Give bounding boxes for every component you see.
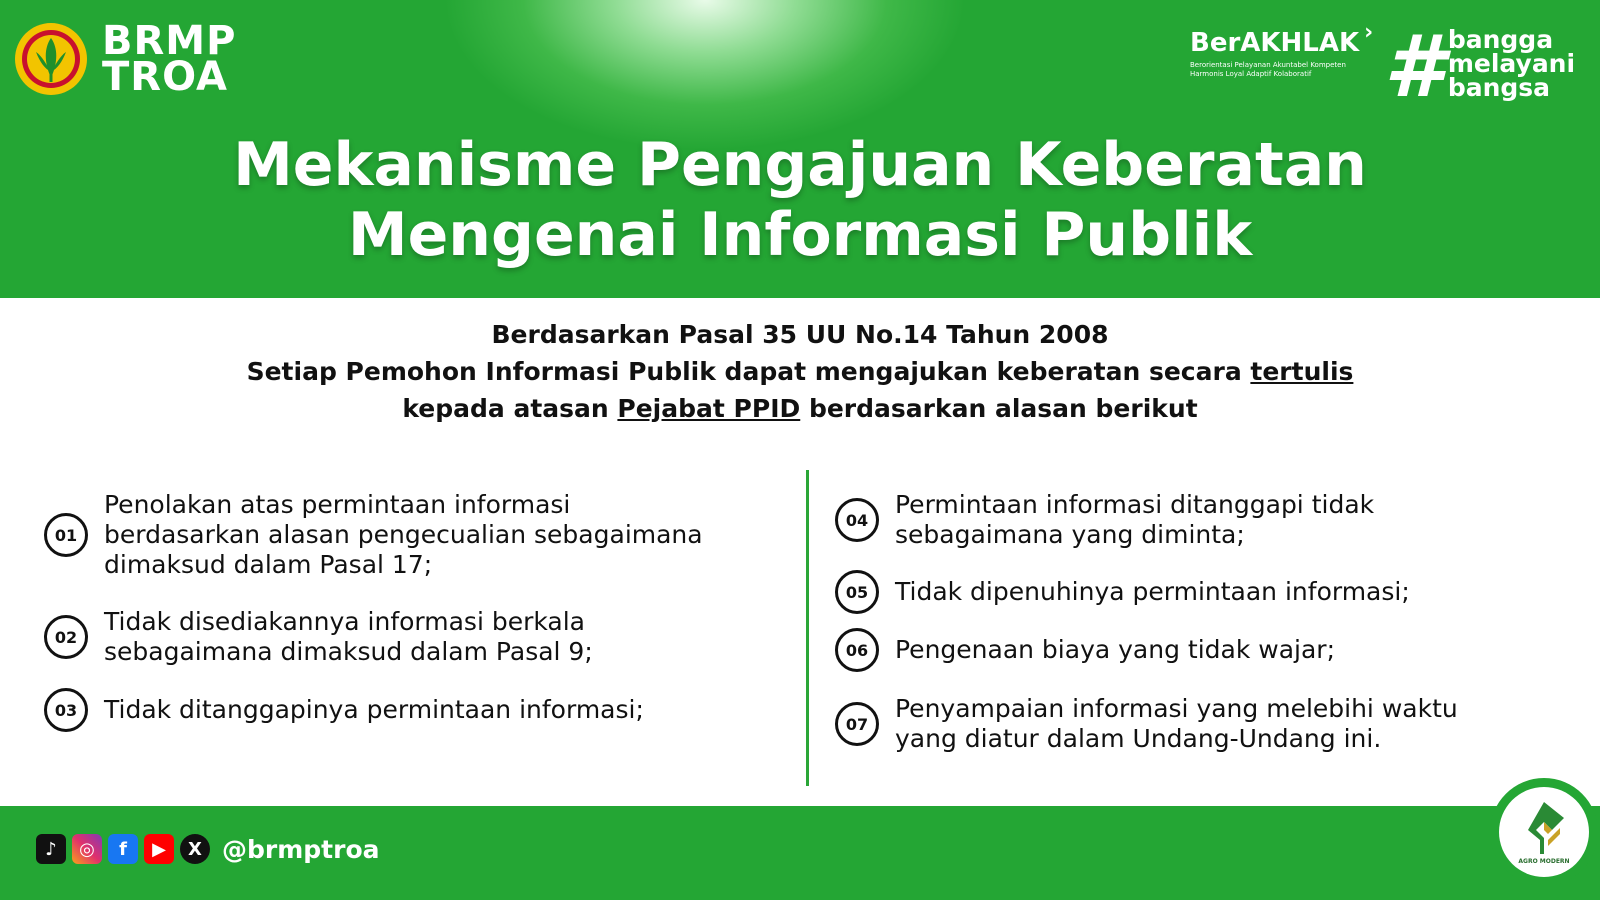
agro-modern-logo [1490,778,1598,886]
list-item-text [895,577,1410,607]
berakhlak-values-line-2: Harmonis Loyal Adaptif Kolaboratif [1190,70,1312,78]
list-item-text [895,490,1374,550]
brand-line-2: TROA [102,54,228,100]
social-handle[interactable]: @brmptroa [222,834,380,864]
list-item-text [104,490,703,580]
header-banner [0,0,1600,298]
list-item-line: Tidak dipenuhinya permintaan informasi; [895,577,1410,606]
chevron-right-icon: › [1364,20,1374,45]
agro-modern-emblem-icon [1520,800,1568,856]
number-badge: 07 [835,702,879,746]
footer-bar [0,806,1600,900]
number-badge: 02 [44,615,88,659]
intro-underline-tertulis: tertulis [1250,357,1354,386]
berakhlak-logo [1190,20,1374,79]
list-item-line: sebagaimana yang diminta; [895,520,1245,549]
ministry-seal-icon [14,22,88,96]
youtube-icon[interactable]: ▶ [144,834,174,864]
intro-line-3 [0,390,1600,427]
brand-name [102,18,237,100]
title-line-1: Mekanisme Pengajuan Keberatan [233,130,1367,200]
brand-line-1: BRMP [102,18,237,64]
instagram-icon[interactable]: ◎ [72,834,102,864]
bangga-line-2: melayani [1447,49,1576,78]
title-line-2: Mengenai Informasi Publik [347,200,1253,270]
brand-logo [14,18,237,100]
intro-underline-pejabat-ppid: Pejabat PPID [617,394,801,423]
intro-line-2 [0,353,1600,390]
berakhlak-title: BerAKHLAK [1190,28,1360,58]
number-badge: 03 [44,688,88,732]
list-item-line: sebagaimana dimaksud dalam Pasal 9; [104,637,593,666]
list-item [835,628,1335,672]
column-divider [806,470,809,786]
x-icon[interactable]: X [180,834,210,864]
list-item-line: Pengenaan biaya yang tidak wajar; [895,635,1336,664]
intro-line-1: Berdasarkan Pasal 35 UU No.14 Tahun 2008 [491,320,1109,349]
intro-line-2-text: Setiap Pemohon Informasi Publik dapat mengajukan keberatan secara [246,357,1251,386]
hashtag-icon: # [1384,17,1444,117]
list-item-text [104,607,593,667]
list-item-text [895,635,1335,665]
list-item [44,607,593,667]
number-badge: 01 [44,513,88,557]
bangga-line-3: bangsa [1447,73,1551,102]
list-item-line: yang diatur dalam Undang-Undang ini. [895,724,1382,753]
list-item-text [895,694,1458,754]
bangga-melayani-bangsa-logo [1384,17,1576,117]
list-item [835,694,1458,754]
list-item-text [104,695,644,725]
list-item-line: Penolakan atas permintaan informasi [104,490,571,519]
list-item-line: Penyampaian informasi yang melebihi waktu [895,694,1458,723]
list-item-line: Tidak disediakannya informasi berkala [104,607,585,636]
intro-line-3-text-a: kepada atasan [402,394,618,423]
list-item [44,490,703,580]
list-item-line: berdasarkan alasan pengecualian sebagaimana [104,520,703,549]
social-links [36,834,380,864]
list-item [835,490,1374,550]
number-badge: 06 [835,628,879,672]
number-badge: 05 [835,570,879,614]
list-item-line: Permintaan informasi ditanggapi tidak [895,490,1375,519]
intro-line-3-text-b: berdasarkan alasan berikut [800,394,1198,423]
number-badge: 04 [835,498,879,542]
berakhlak-values-line-1: Berorientasi Pelayanan Akuntabel Kompeten [1190,61,1346,69]
bangga-line-1: bangga [1447,25,1554,54]
agro-modern-label: AGRO MODERN [1518,857,1570,865]
agro-modern-badge [1499,787,1589,877]
list-item [44,688,644,732]
list-item-line: dimaksud dalam Pasal 17; [104,550,433,579]
list-item-line: Tidak ditanggapinya permintaan informasi; [104,695,644,724]
list-item [835,570,1410,614]
intro-text [0,316,1600,427]
tiktok-icon[interactable]: ♪ [36,834,66,864]
facebook-icon[interactable]: f [108,834,138,864]
page-title [0,130,1600,270]
